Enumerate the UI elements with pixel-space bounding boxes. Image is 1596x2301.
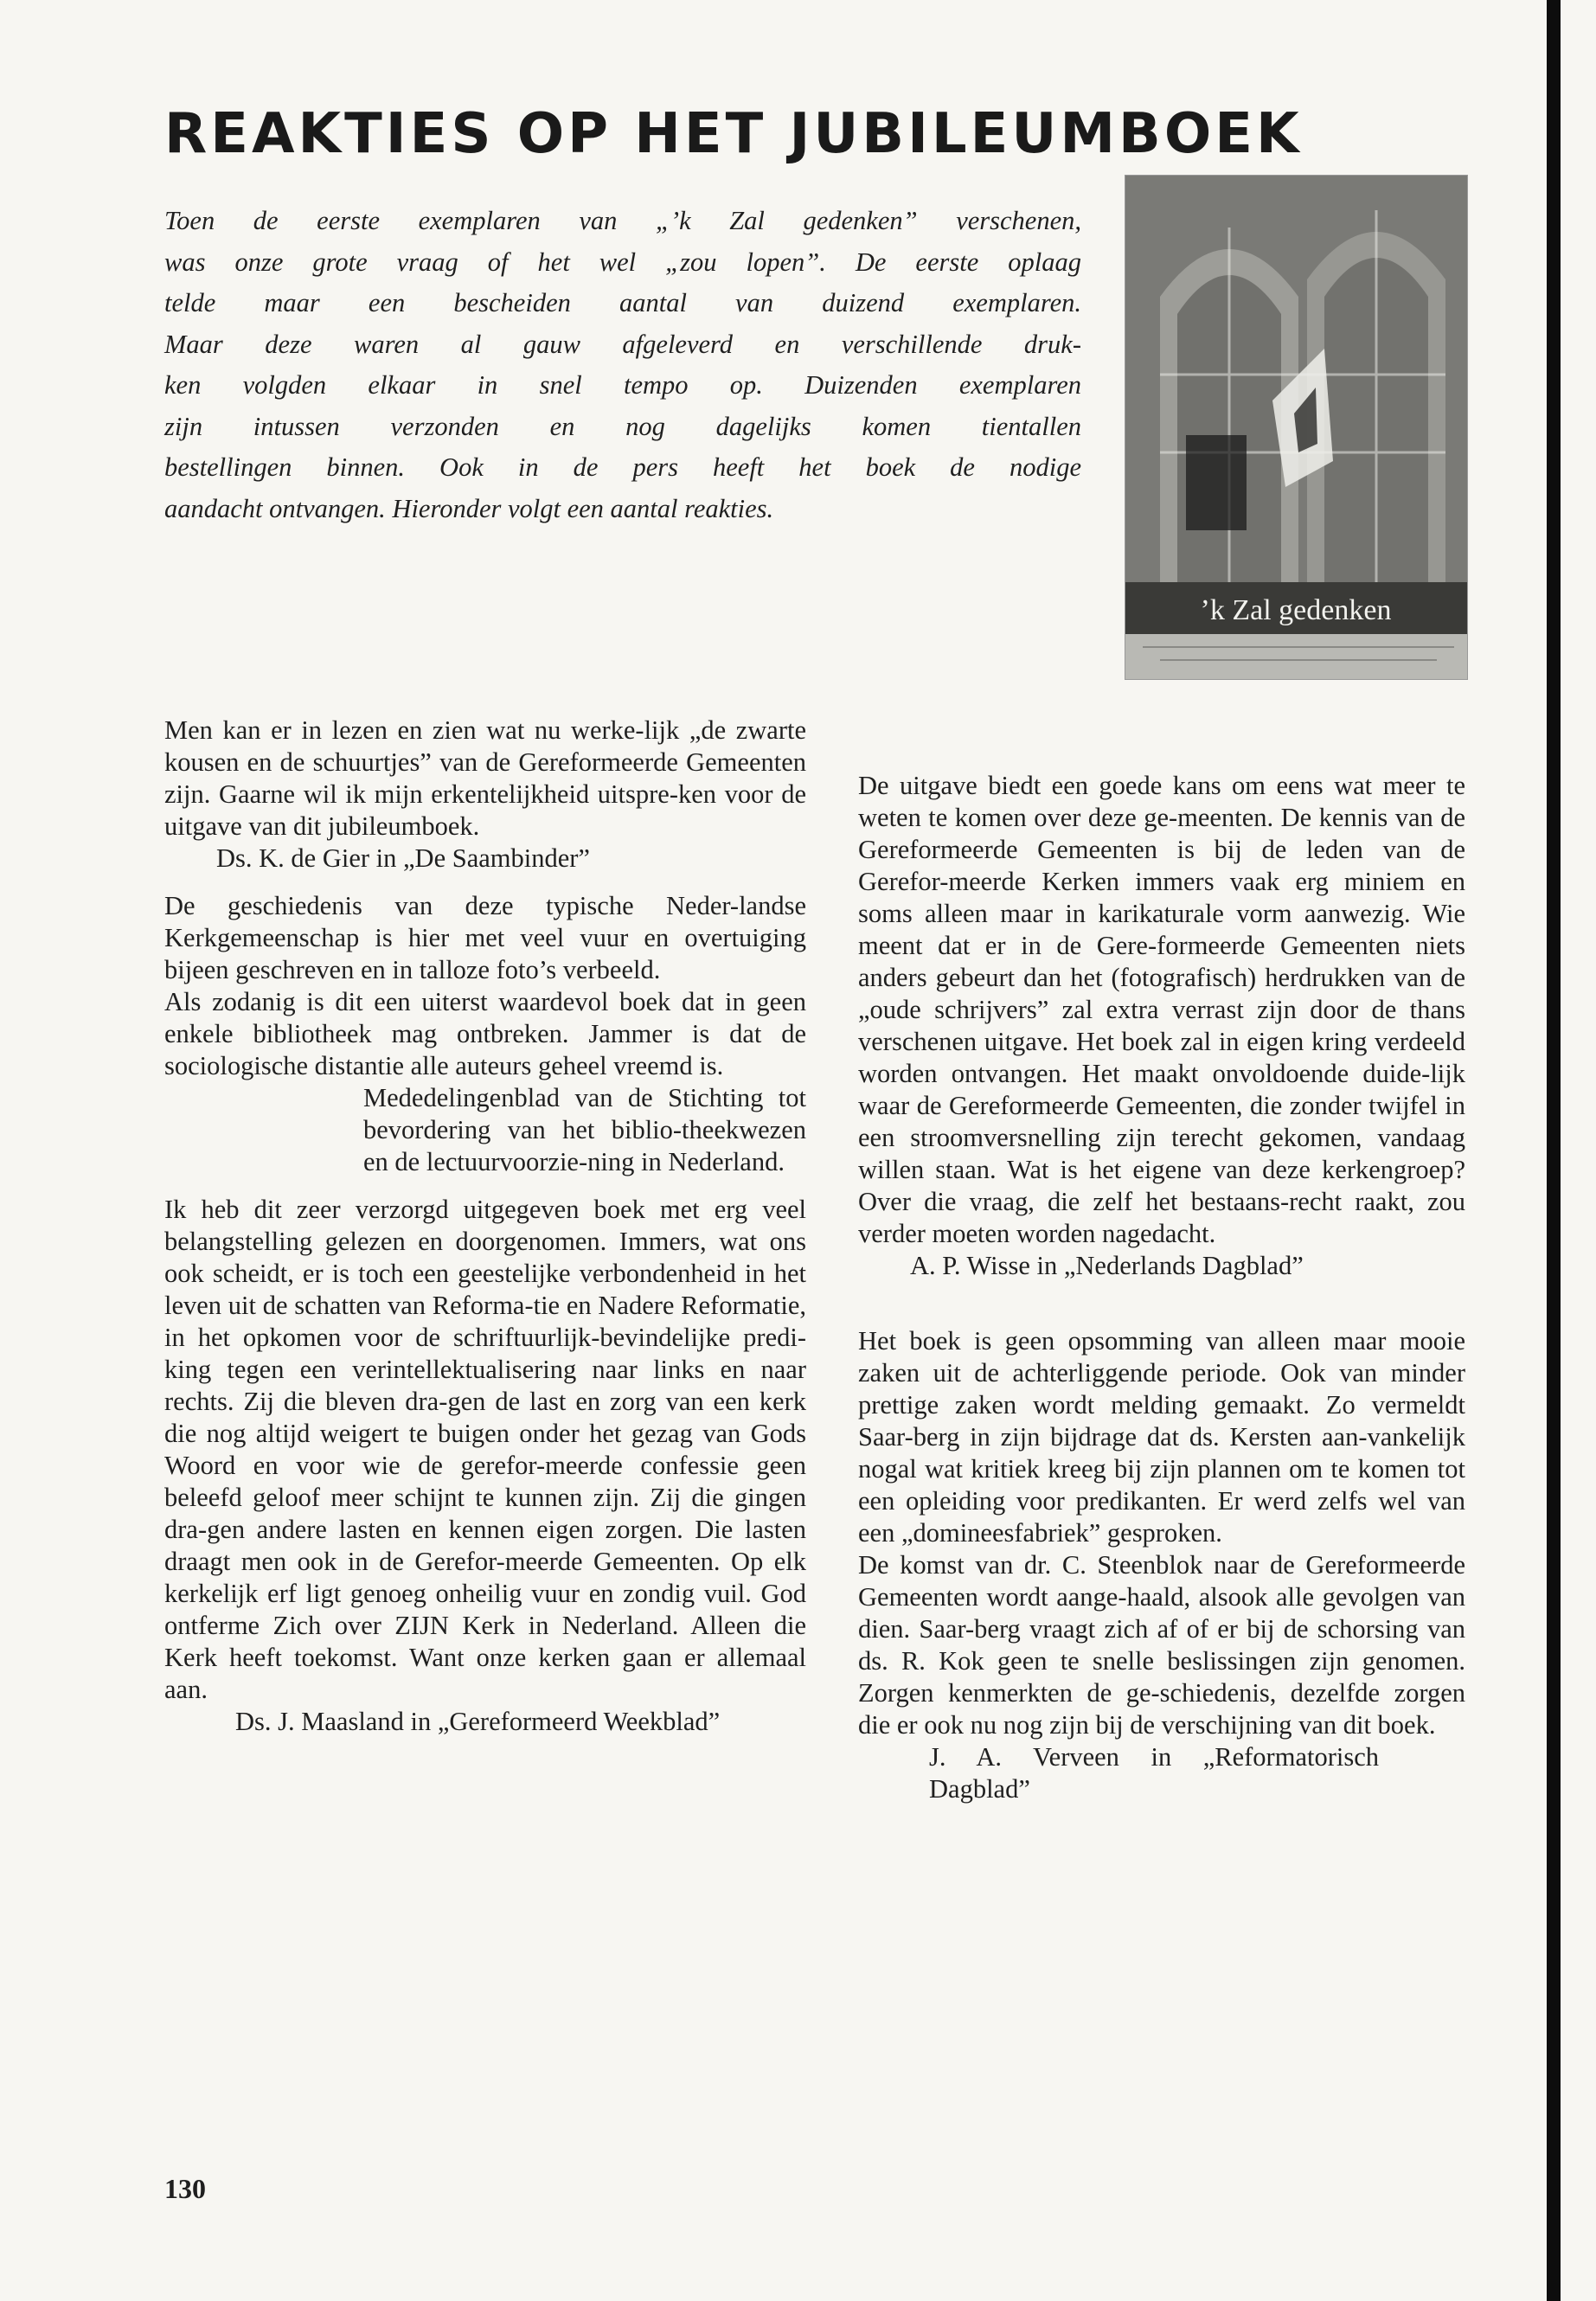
review-source: Mededelingenblad van de Stichting tot bevordering van het biblio-theekwezen en de lectuurvoorzie-ning in Nederland. [363, 1083, 806, 1176]
intro-line: ken volgden elkaar in snel tempo op. Duizenden exemplaren [164, 370, 1081, 400]
review-source: A. P. Wisse in „Nederlands Dagblad” [910, 1251, 1304, 1280]
review-paragraph: Men kan er in lezen en zien wat nu werke-lijk „de zwarte kousen en de schuurtjes” van de Gereformeerde Gemeenten zijn. Gaarne wil ik mijn erkentelijkheid uitspre-ken voor de uitgave van dit jubileumboek. [164, 715, 806, 841]
review-paragraph: De geschiedenis van deze typische Neder-landse Kerkgemeenschap is hier met veel vuur en overtuiging bijeen geschreven en in talloze foto’s verbeeld. [164, 891, 806, 984]
page-number: 130 [164, 2173, 206, 2204]
intro-line: aandacht ontvangen. Hieronder volgt een aantal reakties. [164, 493, 774, 523]
page-title: REAKTIES OP HET JUBILEUMBOEK [164, 102, 1303, 166]
intro-paragraph [164, 201, 1081, 529]
review-source: J. A. Verveen in „Reformatorisch Dagblad” [929, 1742, 1379, 1804]
book-cover-image [1125, 175, 1468, 680]
cover-title: ’k Zal gedenken [1200, 594, 1392, 626]
intro-line: bestellingen binnen. Ook in de pers heeft het boek de nodige [164, 452, 1081, 482]
review-paragraph: De uitgave biedt een goede kans om eens wat meer te weten te komen over deze ge-meenten. De kennis van de Gereformeerde Gemeenten is bij de leden van de Gerefor-meerde Kerken immers vaak erg miniem en soms alleen maar in karikaturale vorm aanwezig. Wie meent dat er in de Gere-formeerde Gemeenten niets anders gebeurt dan het (fotografisch) herdrukken van de „oude schrijvers” zal extra verrast zijn door de thans verschenen uitgave. Het boek zal in eigen kring verdeeld worden ontvangen. Het maakt onvoldoende duide-lijk waar de Gereformeerde Gemeenten, die zonder twijfel in een stroomversnelling zijn terecht gekomen, vandaag willen staan. Wat is het eigene van deze kerkengroep? Over die vraag, die zelf het bestaans-recht raakt, zou verder moeten worden nagedacht. [858, 771, 1465, 1248]
review-paragraph: De komst van dr. C. Steenblok naar de Gereformeerde Gemeenten wordt aange-haald, alsook alle gevolgen van dien. Saar-berg vraagt zich af of er bij de schorsing van ds. R. Kok geen te snelle beslissingen zijn genomen. Zorgen kenmerkten de ge-schiedenis, dezelfde zorgen die er ook nu nog zijn bij de verschijning van dit boek. [858, 1550, 1465, 1740]
left-column [164, 715, 806, 1738]
intro-line: telde maar een bescheiden aantal van duizend exemplaren. [164, 288, 1081, 317]
review-paragraph: Als zodanig is dit een uiterst waardevol boek dat in geen enkele bibliotheek mag ontbreken. Jammer is dat de sociologische distantie alle auteurs geheel vreemd is. [164, 987, 806, 1080]
intro-line: was onze grote vraag of het wel „zou lopen”. De eerste oplaag [164, 247, 1081, 277]
review-paragraph: Het boek is geen opsomming van alleen maar mooie zaken uit de achterliggende periode. Ook van minder prettige zaken wordt melding gemaakt. Zo vermeldt Saar-berg in zijn bijdrage dat ds. Kersten aan-vankelijk nogal wat kritiek kreeg bij zijn plannen om te komen tot een opleiding voor predikanten. Er werd zelfs wel van een „domineesfabriek” gesproken. [858, 1326, 1465, 1548]
intro-line: Toen de eerste exemplaren van „’k Zal gedenken” verschenen, [164, 206, 1081, 235]
book-cover-illustration [1125, 176, 1467, 679]
intro-line: Maar deze waren al gauw afgeleverd en verschillende druk- [164, 329, 1081, 359]
review-paragraph: Ik heb dit zeer verzorgd uitgegeven boek met erg veel belangstelling gelezen en doorgenomen. Immers, wat ons ook scheidt, er is toch een geestelijke verbondenheid in het leven uit de schatten van Reforma-tie en Nadere Reformatie, in het opkomen voor de schriftuurlijk-bevindelijke predi-king tegen een verintellektualisering naar links en naar rechts. Zij die bleven dra-gen de last en zorg van een kerk die nog altijd weigert te buigen onder het gezag van Gods Woord en voor wie de gerefor-meerde confessie geen beleefd geloof meer schijnt te kunnen zijn. Zij die gingen dra-gen andere lasten en kennen eigen zorgen. Die lasten draagt men ook in de Gerefor-meerde Gemeenten. Op elk kerkelijk erf ligt genoeg onheilig vuur en zondig vuil. God ontferme Zich over ZIJN Kerk in Nederland. Alleen die Kerk heeft toekomst. Want onze kerken gaan er allemaal aan. [164, 1195, 806, 1704]
review-source: Ds. J. Maasland in „Gereformeerd Weekblad” [235, 1707, 721, 1736]
intro-line: zijn intussen verzonden en nog dagelijks komen tientallen [164, 411, 1081, 441]
scan-edge-bar [1547, 0, 1561, 2301]
review-source: Ds. K. de Gier in „De Saambinder” [216, 843, 590, 873]
right-column [858, 770, 1465, 1805]
